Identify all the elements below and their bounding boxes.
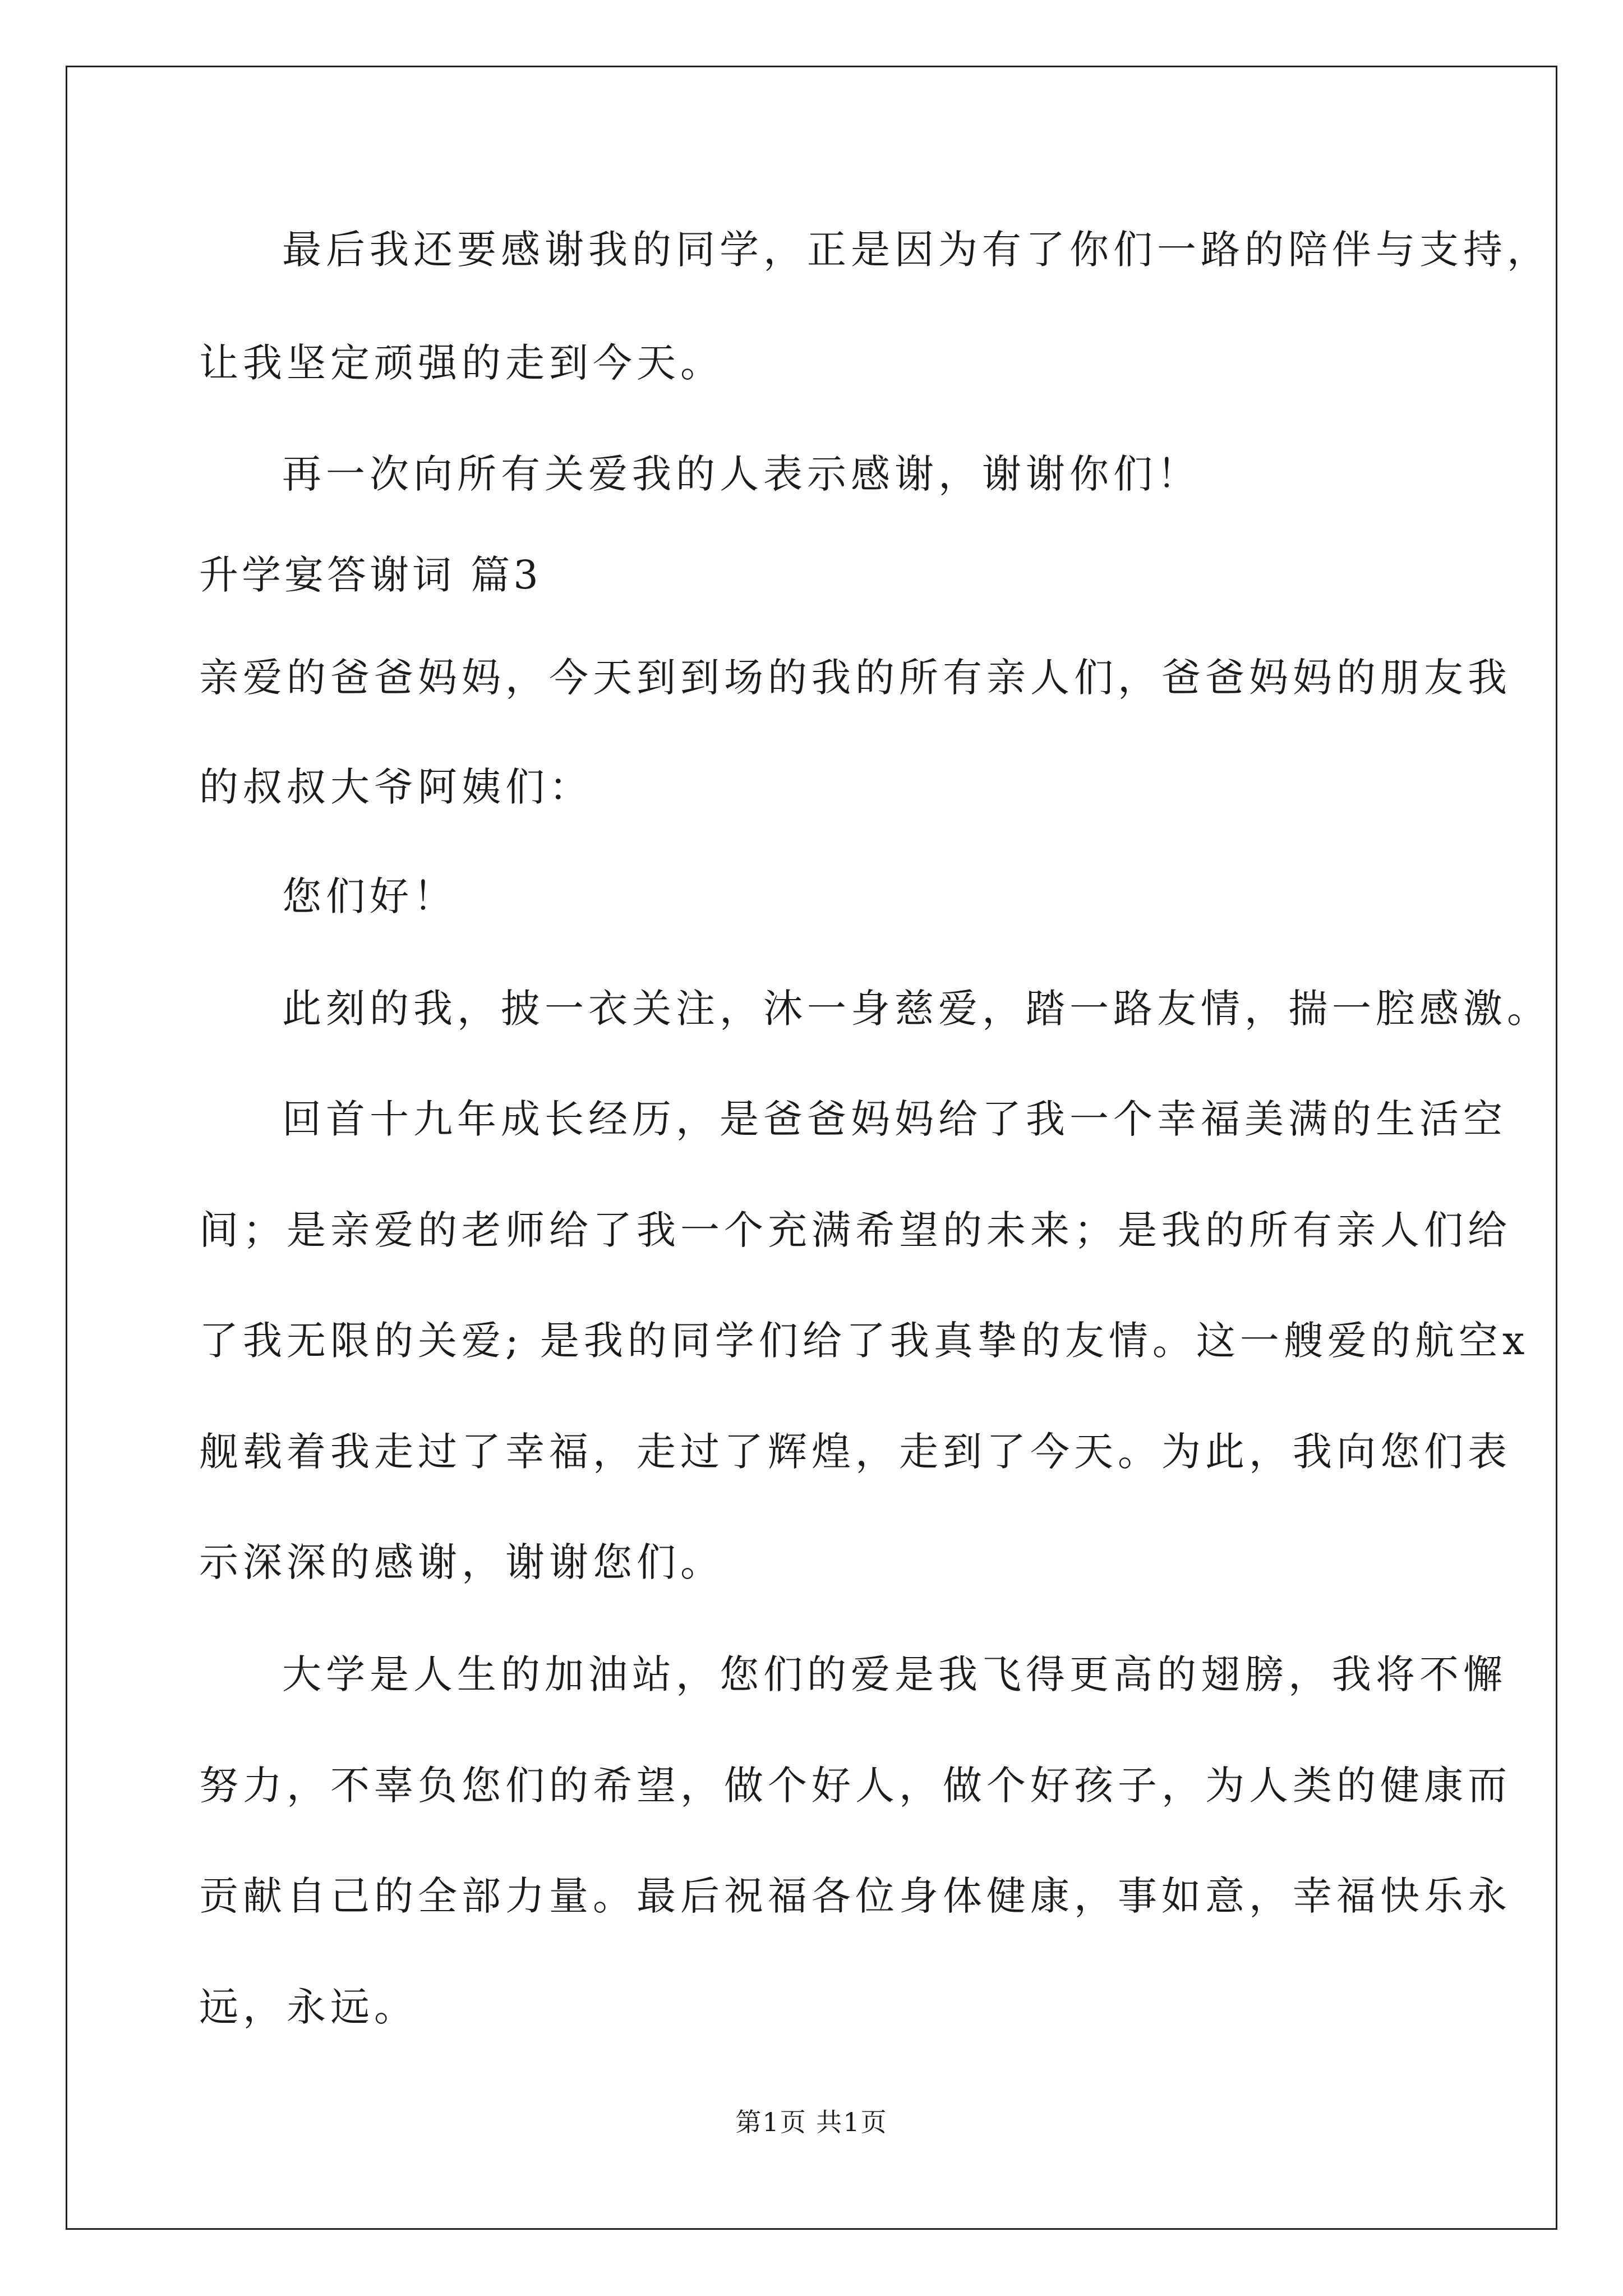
paragraph-line: 间；是亲爱的老师给了我一个充满希望的未来；是我的所有亲人们给 bbox=[199, 1207, 1511, 1253]
paragraph-line: 您们好！ bbox=[282, 873, 457, 919]
section-heading: 升学宴答谢词 篇3 bbox=[199, 552, 542, 598]
paragraph-line: 远，永远。 bbox=[199, 1984, 418, 2030]
paragraph-line: 最后我还要感谢我的同学，正是因为有了你们一路的陪伴与支持， bbox=[282, 227, 1551, 273]
page-footer: 第1页 共1页 bbox=[735, 2107, 888, 2137]
paragraph-line: 贡献自己的全部力量。最后祝福各位身体健康，事如意，幸福快乐永 bbox=[199, 1873, 1511, 1919]
paragraph-line: 努力，不辜负您们的希望，做个好人，做个好孩子，为人类的健康而 bbox=[199, 1763, 1511, 1809]
paragraph-line: 亲爱的爸爸妈妈，今天到到场的我的所有亲人们，爸爸妈妈的朋友我 bbox=[199, 655, 1511, 701]
paragraph-line: 此刻的我，披一衣关注，沐一身慈爱，踏一路友情，揣一腔感激。 bbox=[282, 986, 1551, 1032]
paragraph-line: 示深深的感谢，谢谢您们。 bbox=[199, 1539, 724, 1585]
paragraph-line: 回首十九年成长经历，是爸爸妈妈给了我一个幸福美满的生活空 bbox=[282, 1096, 1507, 1142]
paragraph-line: 舰载着我走过了幸福，走过了辉煌，走到了今天。为此，我向您们表 bbox=[199, 1429, 1511, 1475]
paragraph-line: 的叔叔大爷阿姨们： bbox=[199, 764, 593, 810]
paragraph-line: 再一次向所有关爱我的人表示感谢，谢谢你们！ bbox=[282, 451, 1201, 497]
paragraph-line: 让我坚定顽强的走到今天。 bbox=[199, 340, 724, 386]
paragraph-line: 了我无限的关爱; 是我的同学们给了我真挚的友情。这一艘爱的航空x bbox=[199, 1318, 1529, 1364]
paragraph-line: 大学是人生的加油站，您们的爱是我飞得更高的翅膀，我将不懈 bbox=[282, 1651, 1507, 1697]
